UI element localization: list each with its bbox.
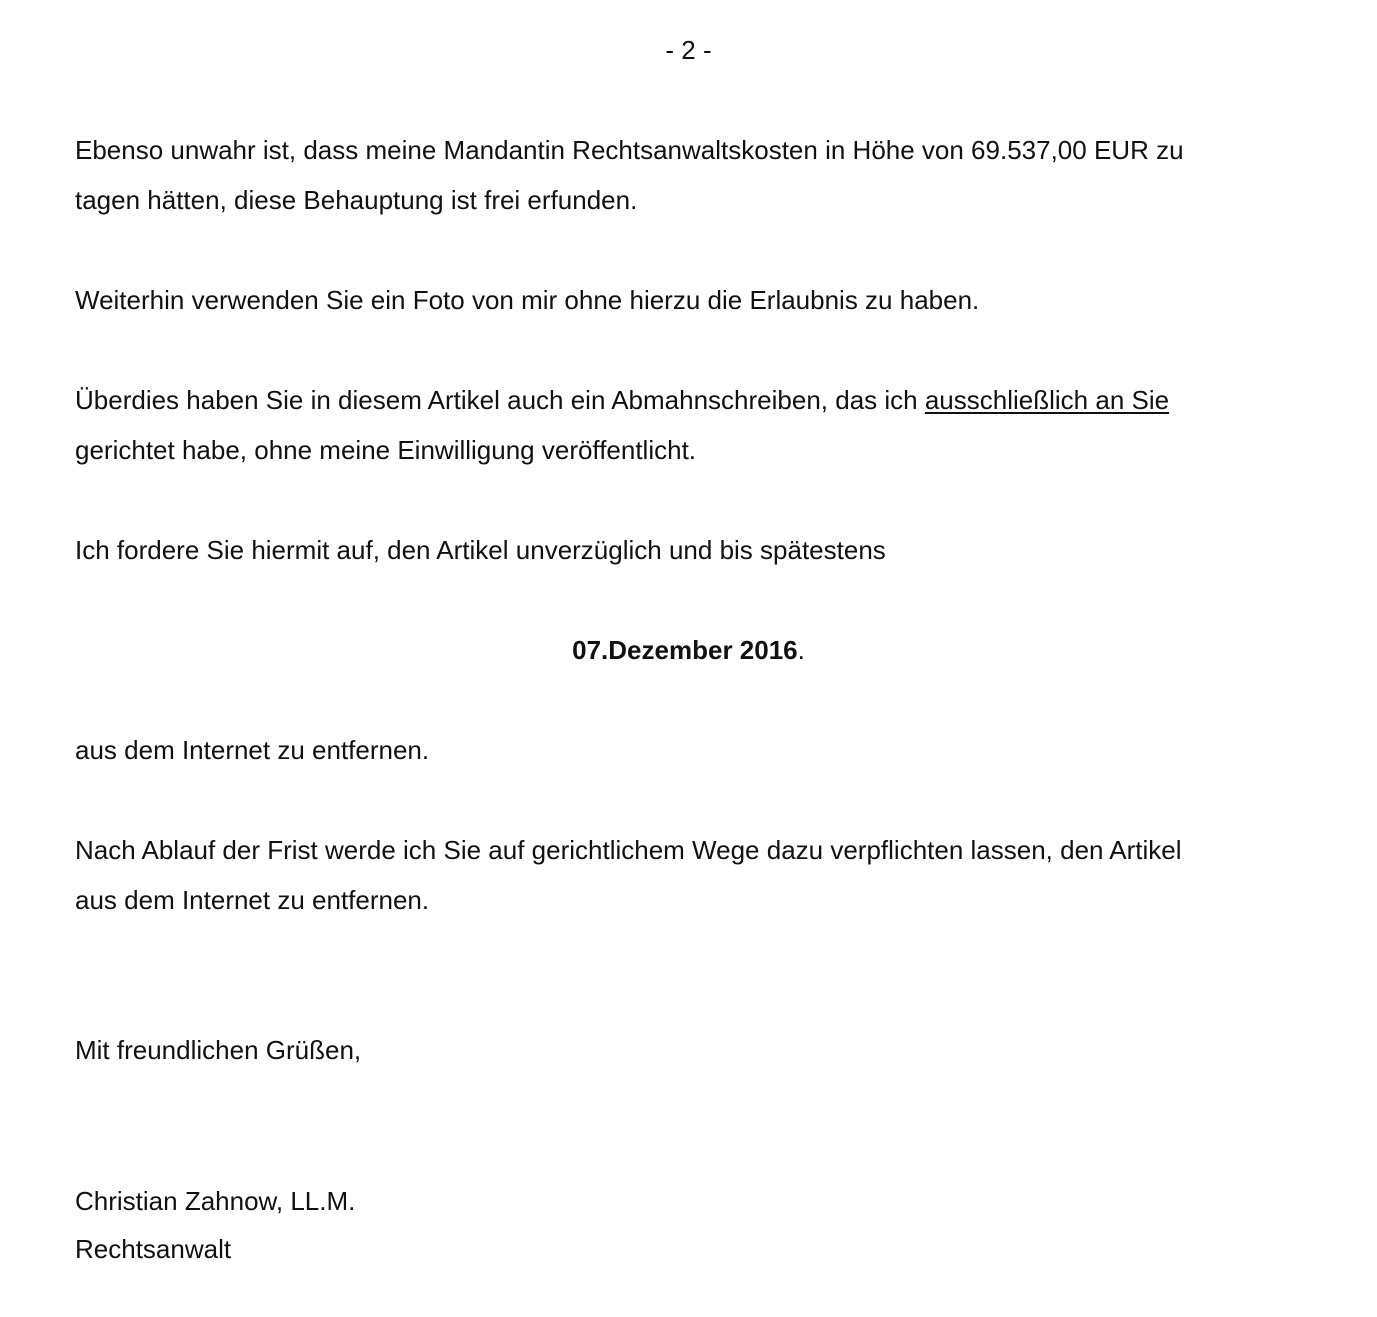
paragraph-photo [75,275,1315,325]
paragraph-line: aus dem Internet zu entfernen. [75,885,430,915]
paragraph-cease-letter [75,375,1315,475]
underlined-text: ausschließlich an Sie [924,385,1170,415]
paragraph-remove [75,725,1315,775]
paragraph-line: Nach Ablauf der Frist werde ich Sie auf gerichtlichem Wege dazu verpflichten lassen, den Artikel [75,835,1182,865]
paragraph-text: Überdies haben Sie in diesem Artikel auch ein Abmahnschreiben, das ich [75,385,925,415]
deadline-date: 07.Dezember 2016 [572,635,798,665]
closing-salutation [75,1025,1315,1075]
signature-name: Christian Zahnow, LL.M. [75,1186,356,1216]
closing-text: Mit freundlichen Grüßen, [75,1035,362,1065]
paragraph-line: Ich fordere Sie hiermit auf, den Artikel unverzüglich und bis spätestens [75,535,886,565]
paragraph-line: tagen hätten, diese Behauptung ist frei erfunden. [75,185,638,215]
deadline-suffix: . [797,635,805,665]
paragraph-consequence [75,825,1315,925]
page-number: - 2 - [665,35,712,65]
deadline-line [0,625,1377,675]
paragraph-line: gerichtet habe, ohne meine Einwilligung veröffentlicht. [75,435,697,465]
paragraph-line [75,375,1315,425]
paragraph-line: Weiterhin verwenden Sie ein Foto von mir ohne hierzu die Erlaubnis zu haben. [75,285,980,315]
paragraph-legal-costs [75,125,1315,225]
signature-block [75,1177,1315,1273]
paragraph-demand [75,525,1315,575]
paragraph-line: aus dem Internet zu entfernen. [75,735,430,765]
paragraph-line: Ebenso unwahr ist, dass meine Mandantin Rechtsanwaltskosten in Höhe von 69.537,00 EUR zu [75,135,1184,165]
signature-title: Rechtsanwalt [75,1234,232,1264]
